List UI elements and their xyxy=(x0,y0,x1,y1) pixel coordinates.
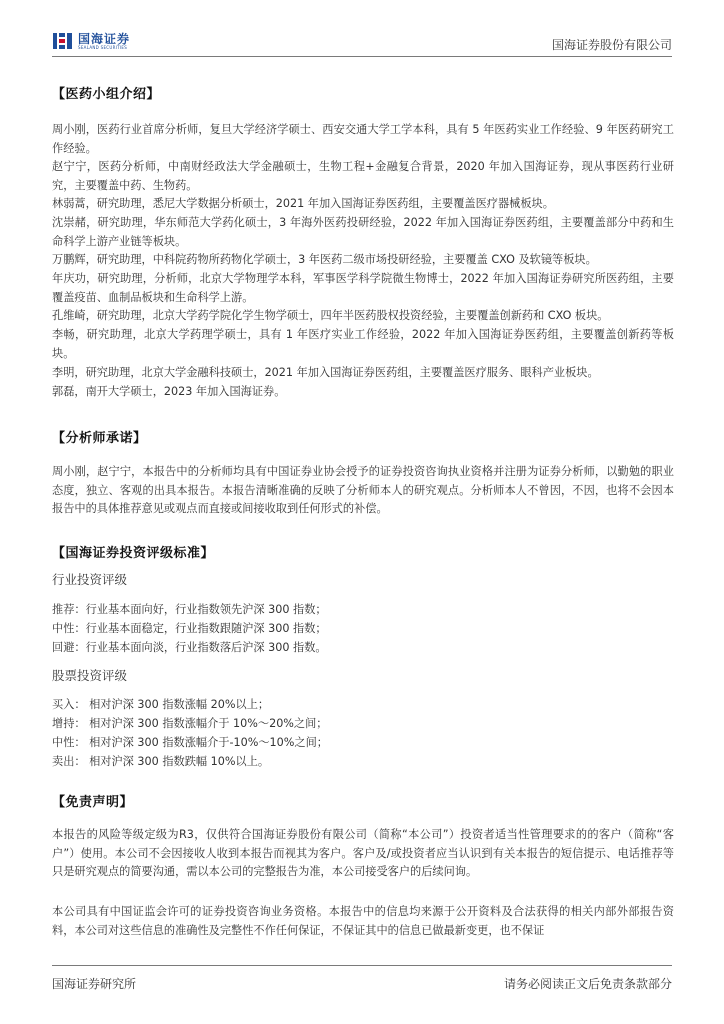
company-name: 国海证券股份有限公司 xyxy=(551,38,672,52)
team-member-10: 郭磊，南开大学硕士，2023 年加入国海证券。 xyxy=(52,385,286,398)
industry-rating-title: 行业投资评级 xyxy=(52,572,128,587)
pledge-section-title: 【分析师承诺】 xyxy=(52,431,147,446)
page-header xyxy=(52,28,672,58)
team-member-5: 万鹏辉，研究助理，中科院药物所药物化学硕士，3 年医药二级市场投研经验，主要覆盖 CXO 及软镜等板块。 xyxy=(52,253,597,266)
disclaimer-paragraph-2: 本公司具有中国证监会许可的证券投资咨询业务资格。本报告中的信息均来源于公开资料及合法获得的相关内部外部报告资料，本公司对这些信息的准确性及完整性不作任何保证，不保证其中的信息已做最新变更，也不保证 xyxy=(52,905,674,937)
disclaimer-section-title: 【免责声明】 xyxy=(52,795,134,810)
footer-notice: 请务必阅读正文后免责条款部分 xyxy=(503,977,672,991)
footer-divider xyxy=(52,965,672,966)
stock-rating-sell: 卖出： 相对沪深 300 指数跌幅 10%以上。 xyxy=(52,755,270,768)
industry-rating-avoid: 回避：行业基本面向淡，行业指数落后沪深 300 指数。 xyxy=(52,641,327,654)
team-member-9: 李明，研究助理，北京大学金融科技硕士，2021 年加入国海证券医药组，主要覆盖医疗服务、眼科产业板块。 xyxy=(52,366,599,379)
team-section-title: 【医药小组介绍】 xyxy=(52,87,161,102)
team-member-7: 孔维崎，研究助理，北京大学药学院化学生物学硕士，四年半医药股权投资经验，主要覆盖创新药和 CXO 板块。 xyxy=(52,309,609,322)
industry-rating-recommend: 推荐：行业基本面向好，行业指数领先沪深 300 指数； xyxy=(52,603,327,616)
disclaimer-paragraph-1: 本报告的风险等级定级为R3，仅供符合国海证券股份有限公司（简称“本公司”）投资者适当性管理要求的的客户（简称“客户”）使用。本公司不会因接收人收到本报告而视其为客户。客户及/或投资者应当认识到有关本报告的短信提示、电话推荐等只是研究观点的简要沟通，需以本公司的完整报告为准，本公司接受客户的后续问询。 xyxy=(52,828,674,878)
industry-rating-neutral: 中性：行业基本面稳定，行业指数跟随沪深 300 指数； xyxy=(52,622,327,635)
stock-rating-title: 股票投资评级 xyxy=(52,668,128,683)
logo-mark-icon xyxy=(52,31,74,51)
stock-rating-buy: 买入： 相对沪深 300 指数涨幅 20%以上； xyxy=(52,698,270,711)
team-member-4: 沈崇赭，研究助理，华东师范大学药化硕士，3 年海外医药投研经验，2022 年加入国海证券医药组，主要覆盖部分中药和生命科学上游产业链等板块。 xyxy=(52,216,674,248)
header-divider xyxy=(52,56,672,57)
team-member-2: 赵宁宁，医药分析师，中南财经政法大学金融硕士，生物工程+金融复合背景，2020 年加入国海证券，现从事医药行业研究，主要覆盖中药、生物药。 xyxy=(52,160,674,192)
logo-text-en: SEALAND SECURITIES xyxy=(78,44,128,50)
team-member-1: 周小刚，医药行业首席分析师，复旦大学经济学硕士、西安交通大学工学本科，具有 5 年医药实业工作经验、9 年医药研究工作经验。 xyxy=(52,123,674,155)
team-member-8: 李畅，研究助理，北京大学药理学硕士，具有 1 年医疗实业工作经验，2022 年加入国海证券医药组，主要覆盖创新药等板块。 xyxy=(52,328,674,360)
stock-rating-overweight: 增持： 相对沪深 300 指数涨幅介于 10%～20%之间； xyxy=(52,717,328,730)
rating-section-title: 【国海证券投资评级标准】 xyxy=(52,546,215,561)
pledge-text: 周小刚，赵宁宁，本报告中的分析师均具有中国证券业协会授予的证券投资咨询执业资格并注册为证券分析师，以勤勉的职业态度，独立、客观的出具本报告。本报告清晰准确的反映了分析师本人的研究观点。分析师本人不曾因，不因，也将不会因本报告中的具体推荐意见或观点而直接或间接收取到任何形式的补偿。 xyxy=(52,465,674,515)
logo-text-cn: 国海证券 xyxy=(78,31,131,46)
team-member-6: 年庆功，研究助理，分析师，北京大学物理学本科，军事医学科学院微生物博士，2022 年加入国海证券研究所医药组，主要覆盖疫苗、血制品板块和生命科学上游。 xyxy=(52,272,674,304)
company-logo xyxy=(52,28,130,54)
team-member-3: 林弱蒿，研究助理，悉尼大学数据分析硕士，2021 年加入国海证券医药组，主要覆盖医疗器械板块。 xyxy=(52,197,554,210)
stock-rating-neutral: 中性： 相对沪深 300 指数涨幅介于-10%～10%之间； xyxy=(52,736,328,749)
footer-source: 国海证券研究所 xyxy=(52,977,137,991)
